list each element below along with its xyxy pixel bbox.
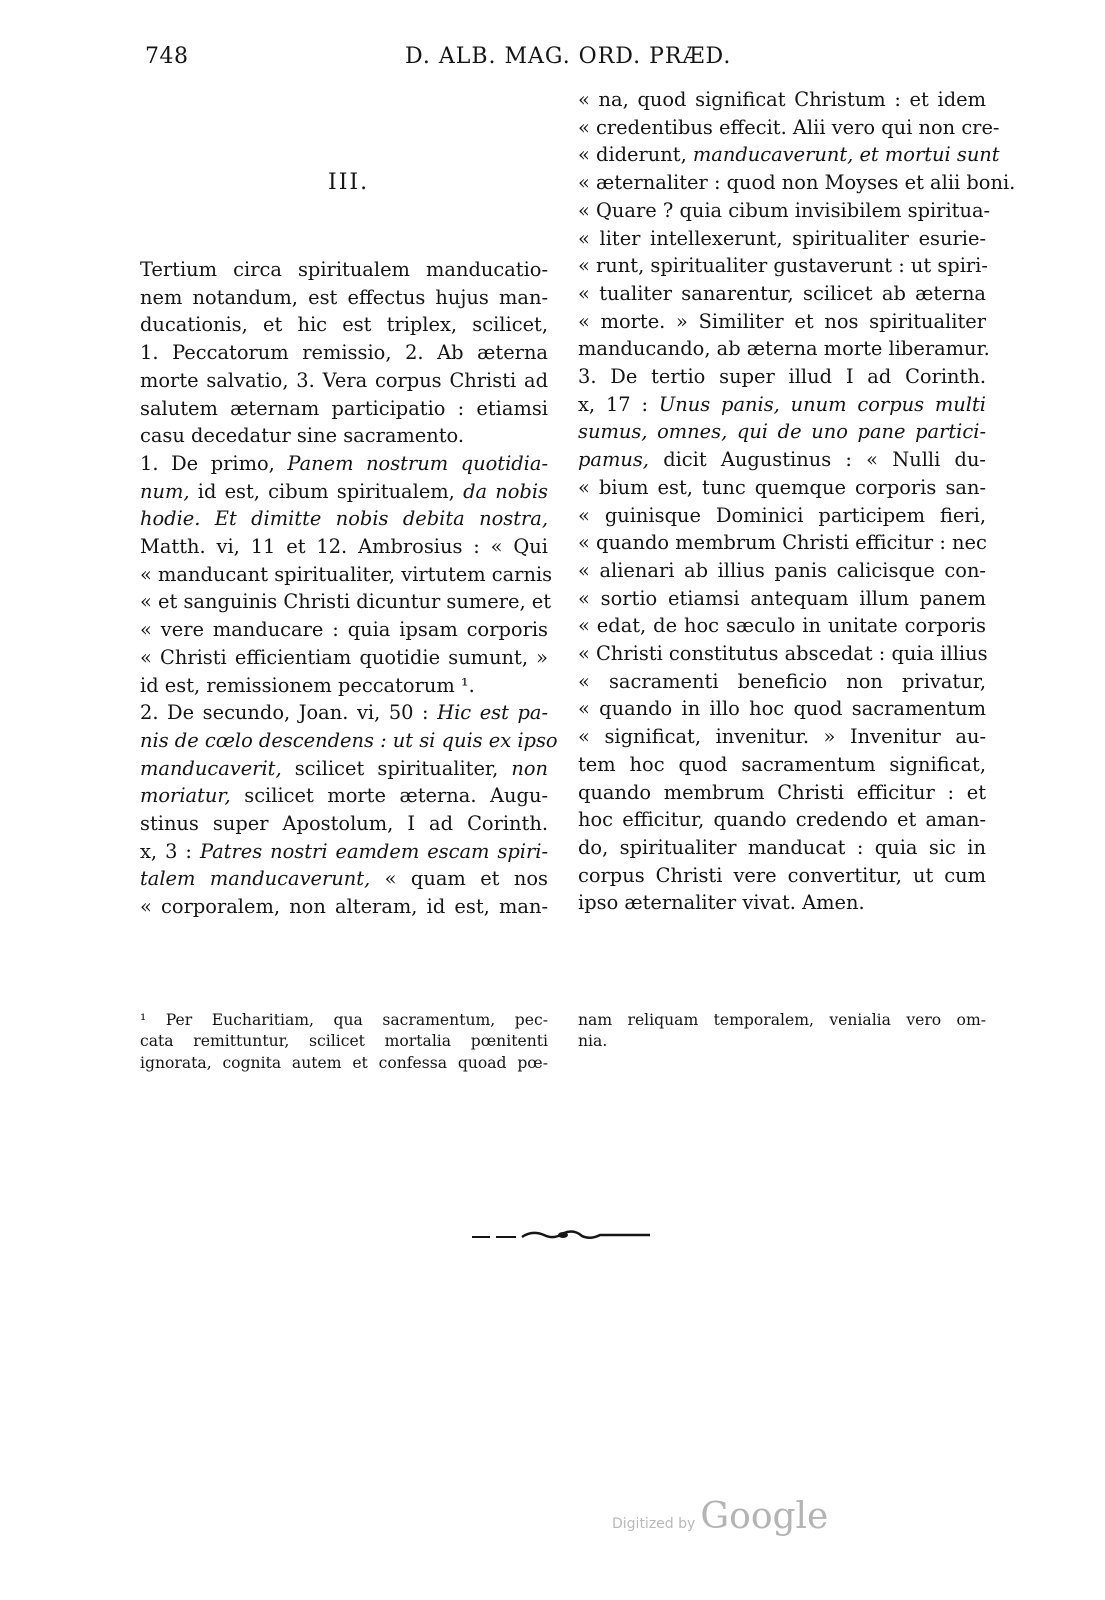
text-run: 3. De tertio super illud I ad Corinth. <box>578 365 986 389</box>
italic-text: manducaverunt, et mortui sunt <box>692 143 1000 167</box>
text-line <box>140 865 548 893</box>
section-number: III. <box>328 170 370 195</box>
footnote-right <box>578 1010 986 1053</box>
text-line <box>140 699 548 727</box>
text-line <box>578 308 986 336</box>
italic-text: num, <box>140 479 190 503</box>
text-line <box>578 779 986 807</box>
ornament-divider <box>470 1226 652 1246</box>
text-line <box>578 529 986 557</box>
text-run: « significat, invenitur. » Invenitur au- <box>578 725 986 749</box>
italic-text: talem manducaverunt, <box>140 867 371 891</box>
text-line <box>140 810 548 838</box>
text-run: 1. De primo, <box>140 451 288 475</box>
text-run: « vere manducare : quia ipsam corporis <box>140 618 548 642</box>
text-run: 2. De secundo, Joan. vi, 50 : <box>140 701 438 725</box>
text-run: ignorata, cognita autem et confessa quoad pœ- <box>140 1053 548 1072</box>
text-line <box>140 782 548 810</box>
text-line <box>578 446 986 474</box>
text-line <box>578 1031 986 1052</box>
text-run: « Christi efficientiam quotidie sumunt, » <box>140 645 548 669</box>
text-run: quando membrum Christi efficitur : et <box>578 780 986 804</box>
text-line <box>578 612 986 640</box>
text-run: « alienari ab illius panis calicisque con- <box>578 558 986 582</box>
text-line <box>140 311 548 339</box>
text-line <box>140 616 548 644</box>
text-line <box>140 644 548 672</box>
text-run: Tertium circa spiritualem manducatio- <box>140 258 548 281</box>
text-run: « bium est, tunc quemque corporis san- <box>578 475 986 499</box>
text-run: do, spiritualiter manducat : quia sic in <box>578 835 986 859</box>
text-line <box>578 114 1000 142</box>
text-line <box>578 806 986 834</box>
text-run: x, 17 : <box>578 392 659 416</box>
right-column <box>578 86 1016 917</box>
text-run: « sortio etiamsi antequam illum panem <box>578 586 986 610</box>
text-run: scilicet spiritualiter, <box>281 756 512 780</box>
text-line <box>140 672 548 700</box>
text-line <box>578 363 986 391</box>
text-line <box>578 889 986 917</box>
text-run: corpus Christi vere convertitur, ut cum <box>578 863 986 887</box>
text-run: « manducant spiritualiter, virtutem carnis <box>140 562 553 586</box>
italic-text: Panem nostrum quotidia- <box>287 451 548 475</box>
italic-text: hodie. Et dimitte nobis debita nostra, <box>140 507 548 531</box>
text-line <box>578 280 986 308</box>
text-run: « runt, spiritualiter gustaverunt : ut spiri- <box>578 254 988 278</box>
italic-text: Hic est pa- <box>437 701 548 725</box>
text-run: casu decedatur sine sacramento. <box>140 424 465 448</box>
text-line <box>578 1010 986 1031</box>
text-line <box>140 588 552 616</box>
text-run: « na, quod significat Christum : et idem <box>578 88 986 111</box>
italic-text: Patres nostri eamdem escam spiri- <box>199 839 548 863</box>
text-line <box>140 339 548 367</box>
text-line <box>140 1031 548 1052</box>
text-run: salutem æternam participatio : etiamsi <box>140 396 548 420</box>
text-run: nam reliquam temporalem, venialia vero om- <box>578 1011 986 1029</box>
italic-text: non <box>511 756 548 780</box>
text-line <box>578 695 986 723</box>
text-line <box>578 141 1000 169</box>
text-run: stinus super Apostolum, I ad Corinth. <box>140 812 548 836</box>
text-line <box>140 1053 548 1074</box>
text-line <box>578 557 986 585</box>
text-line <box>578 252 986 280</box>
text-run: « tualiter sanarentur, scilicet ab æterna <box>578 281 986 305</box>
text-line <box>140 505 548 533</box>
italic-text: manducaverit, <box>140 756 282 780</box>
text-run: « guinisque Dominici participem fieri, <box>578 503 986 527</box>
italic-text: moriatur, <box>140 784 231 808</box>
text-run: « quam et nos <box>370 867 548 891</box>
text-line <box>578 197 991 225</box>
text-run: manducando, ab æterna morte liberamur. <box>578 337 990 361</box>
text-run: « Quare ? quia cibum invisibilem spiritua- <box>578 198 991 222</box>
digitized-by-label: Digitized by <box>612 1516 696 1532</box>
text-run: 1. Peccatorum remissio, 2. Ab æterna <box>140 341 548 365</box>
page-number: 748 <box>145 44 189 69</box>
text-run: « æternaliter : quod non Moyses et alii boni. <box>578 171 1016 195</box>
text-line <box>140 533 548 561</box>
text-line <box>578 502 986 530</box>
text-line <box>578 391 986 419</box>
text-line <box>140 284 548 312</box>
text-line <box>578 862 986 890</box>
italic-text: pamus, <box>578 448 649 472</box>
text-line <box>140 395 548 423</box>
text-run: « quando membrum Christi efficitur : nec <box>578 531 987 555</box>
italic-text: da nobis <box>463 479 548 503</box>
text-run: tem hoc quod sacramentum significat, <box>578 752 986 776</box>
text-run: nia. <box>578 1032 608 1051</box>
text-line <box>140 727 558 755</box>
text-run: « edat, de hoc sæculo in unitate corporis <box>578 614 986 638</box>
text-run: ipso æternaliter vivat. Amen. <box>578 891 865 915</box>
text-line <box>578 834 986 862</box>
text-run: « morte. » Similiter et nos spiritualiter <box>578 309 986 333</box>
text-line <box>140 367 548 395</box>
text-line <box>578 335 990 363</box>
text-run: dicit Augustinus : « Nulli du- <box>648 448 986 472</box>
text-run: « et sanguinis Christi dicuntur sumere, et <box>140 590 552 614</box>
text-line <box>140 256 548 284</box>
text-line <box>140 450 548 478</box>
text-line <box>140 478 548 506</box>
text-run: ¹ Per Eucharitiam, qua sacramentum, pec- <box>140 1011 548 1029</box>
text-line <box>140 1010 548 1031</box>
text-run: nem notandum, est effectus hujus man- <box>140 285 548 309</box>
text-line <box>140 893 548 921</box>
text-line <box>578 585 986 613</box>
left-column <box>140 256 558 921</box>
text-run: Matth. vi, 11 et 12. Ambrosius : « Qui <box>140 535 548 559</box>
text-line <box>578 225 986 253</box>
text-run: « diderunt, <box>578 143 693 167</box>
italic-text: sumus, omnes, qui de uno pane partici- <box>578 420 986 444</box>
text-line <box>578 418 986 446</box>
text-run: ducationis, et hic est triplex, scilicet, <box>140 313 548 337</box>
text-run: id est, cibum spiritualem, <box>189 479 464 503</box>
text-line <box>140 422 548 450</box>
text-run: « credentibus effecit. Alii vero qui non cre- <box>578 115 1000 139</box>
text-line <box>140 755 548 783</box>
text-run: cata remittuntur, scilicet mortalia pœnitenti <box>140 1032 548 1051</box>
text-run: id est, remissionem peccatorum ¹. <box>140 673 475 697</box>
text-run: « quando in illo hoc quod sacramentum <box>578 697 986 721</box>
text-run: x, 3 : <box>140 839 200 863</box>
text-line <box>578 751 986 779</box>
text-run: « sacramenti beneficio non privatur, <box>578 669 986 693</box>
text-line <box>578 86 986 114</box>
text-line <box>140 561 553 589</box>
text-line <box>578 474 986 502</box>
digitized-by-watermark <box>612 1496 828 1537</box>
google-logo-text: Google <box>700 1496 829 1537</box>
text-run: morte salvatio, 3. Vera corpus Christi ad <box>140 368 548 392</box>
text-line <box>578 169 1016 197</box>
text-line <box>578 640 986 668</box>
running-head: D. ALB. MAG. ORD. PRÆD. <box>405 44 732 69</box>
text-line <box>578 723 986 751</box>
text-run: scilicet morte æterna. Augu- <box>230 784 548 808</box>
italic-text: nis de cœlo descendens : ut si quis ex ipso <box>140 728 558 752</box>
text-run: hoc efficitur, quando credendo et aman- <box>578 808 986 832</box>
text-run: « Christi constitutus abscedat : quia illius <box>578 642 988 666</box>
italic-text: Unus panis, unum corpus multi <box>658 392 986 416</box>
text-run: « corporalem, non alteram, id est, man- <box>140 895 548 919</box>
text-run: « liter intellexerunt, spiritualiter esurie- <box>578 226 986 250</box>
text-line <box>578 668 986 696</box>
footnote-left <box>140 1010 548 1074</box>
text-line <box>140 838 548 866</box>
